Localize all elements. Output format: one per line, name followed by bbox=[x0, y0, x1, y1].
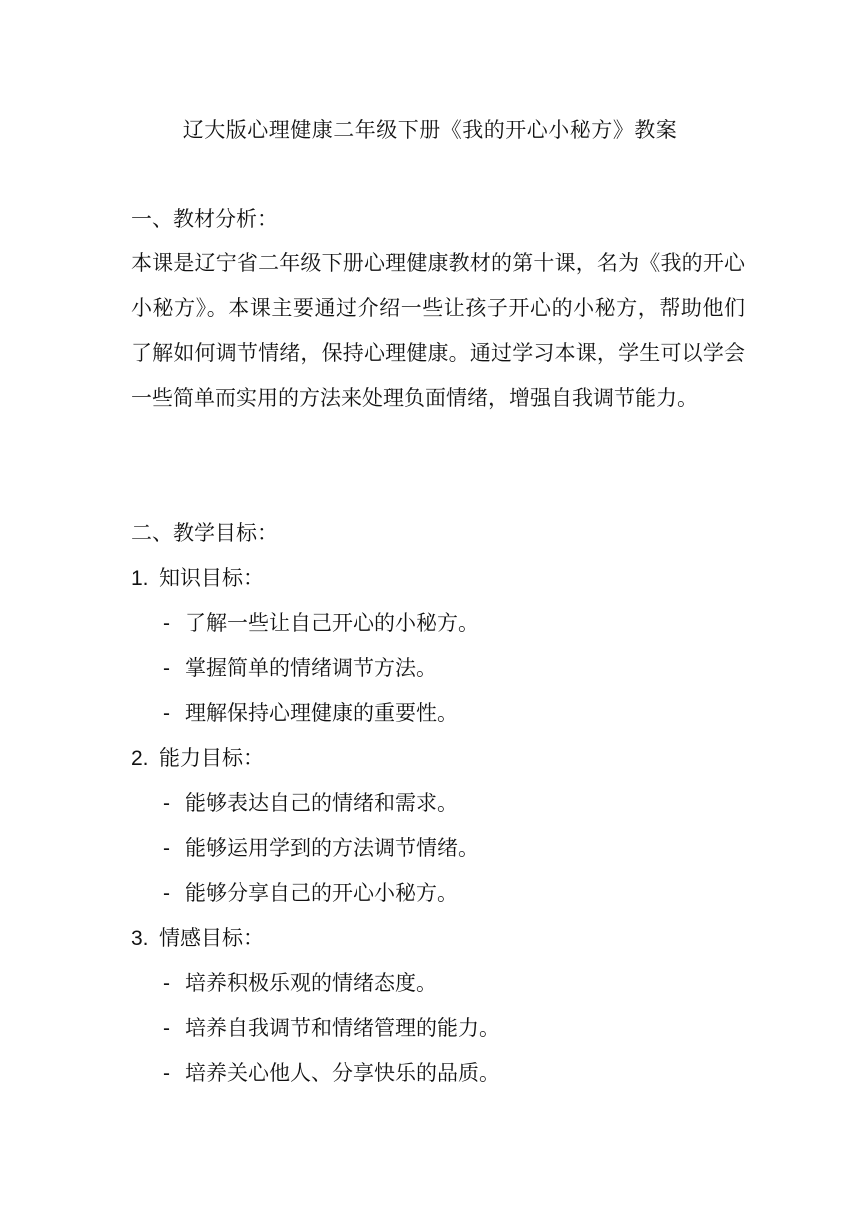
document-title: 辽大版心理健康二年级下册《我的开心小秘方》教案 bbox=[182, 118, 678, 142]
goal-number: 2. bbox=[131, 747, 149, 770]
goal-number: 1. bbox=[131, 567, 149, 590]
section-heading-teaching-goals: 二、教学目标： bbox=[131, 521, 278, 545]
goal-label: 情感目标： bbox=[159, 926, 264, 950]
goal-heading-emotion bbox=[131, 920, 264, 957]
goal-heading-knowledge bbox=[131, 560, 264, 597]
goal-item-text: 能够表达自己的情绪和需求。 bbox=[185, 791, 458, 815]
goal-label: 知识目标： bbox=[159, 566, 264, 590]
goal-item bbox=[163, 875, 458, 912]
goal-heading-ability bbox=[131, 740, 264, 777]
goal-item-text: 能够分享自己的开心小秘方。 bbox=[185, 881, 458, 905]
goal-item-text: 培养关心他人、分享快乐的品质。 bbox=[185, 1061, 500, 1085]
dash-bullet: - bbox=[163, 1062, 170, 1085]
dash-bullet: - bbox=[163, 702, 170, 725]
section-heading-textbook-analysis: 一、教材分析： bbox=[131, 207, 278, 231]
goal-item bbox=[163, 830, 479, 867]
goal-item-text: 培养积极乐观的情绪态度。 bbox=[185, 971, 437, 995]
goal-item bbox=[163, 1055, 500, 1092]
goal-item-text: 了解一些让自己开心的小秘方。 bbox=[185, 611, 479, 635]
goal-item bbox=[163, 1010, 500, 1047]
goal-item-text: 培养自我调节和情绪管理的能力。 bbox=[185, 1016, 500, 1040]
goal-item bbox=[163, 965, 437, 1002]
dash-bullet: - bbox=[163, 792, 170, 815]
textbook-analysis-paragraph: 本课是辽宁省二年级下册心理健康教材的第十课，名为《我的开心小秘方》。本课主要通过介绍一些让孩子开心的小秘方，帮助他们了解如何调节情绪，保持心理健康。通过学习本课，学生可以学会一些简单而实用的方法来处理负面情绪，增强自我调节能力。 bbox=[131, 251, 745, 410]
dash-bullet: - bbox=[163, 882, 170, 905]
goal-label: 能力目标： bbox=[159, 746, 264, 770]
dash-bullet: - bbox=[163, 972, 170, 995]
dash-bullet: - bbox=[163, 837, 170, 860]
dash-bullet: - bbox=[163, 1017, 170, 1040]
goal-item bbox=[163, 605, 479, 642]
goal-item bbox=[163, 695, 458, 732]
dash-bullet: - bbox=[163, 612, 170, 635]
goal-item-text: 掌握简单的情绪调节方法。 bbox=[185, 656, 437, 680]
goal-item-text: 能够运用学到的方法调节情绪。 bbox=[185, 836, 479, 860]
goal-item bbox=[163, 650, 437, 687]
dash-bullet: - bbox=[163, 657, 170, 680]
goal-number: 3. bbox=[131, 927, 149, 950]
goal-item bbox=[163, 785, 458, 822]
goal-item-text: 理解保持心理健康的重要性。 bbox=[185, 701, 458, 725]
